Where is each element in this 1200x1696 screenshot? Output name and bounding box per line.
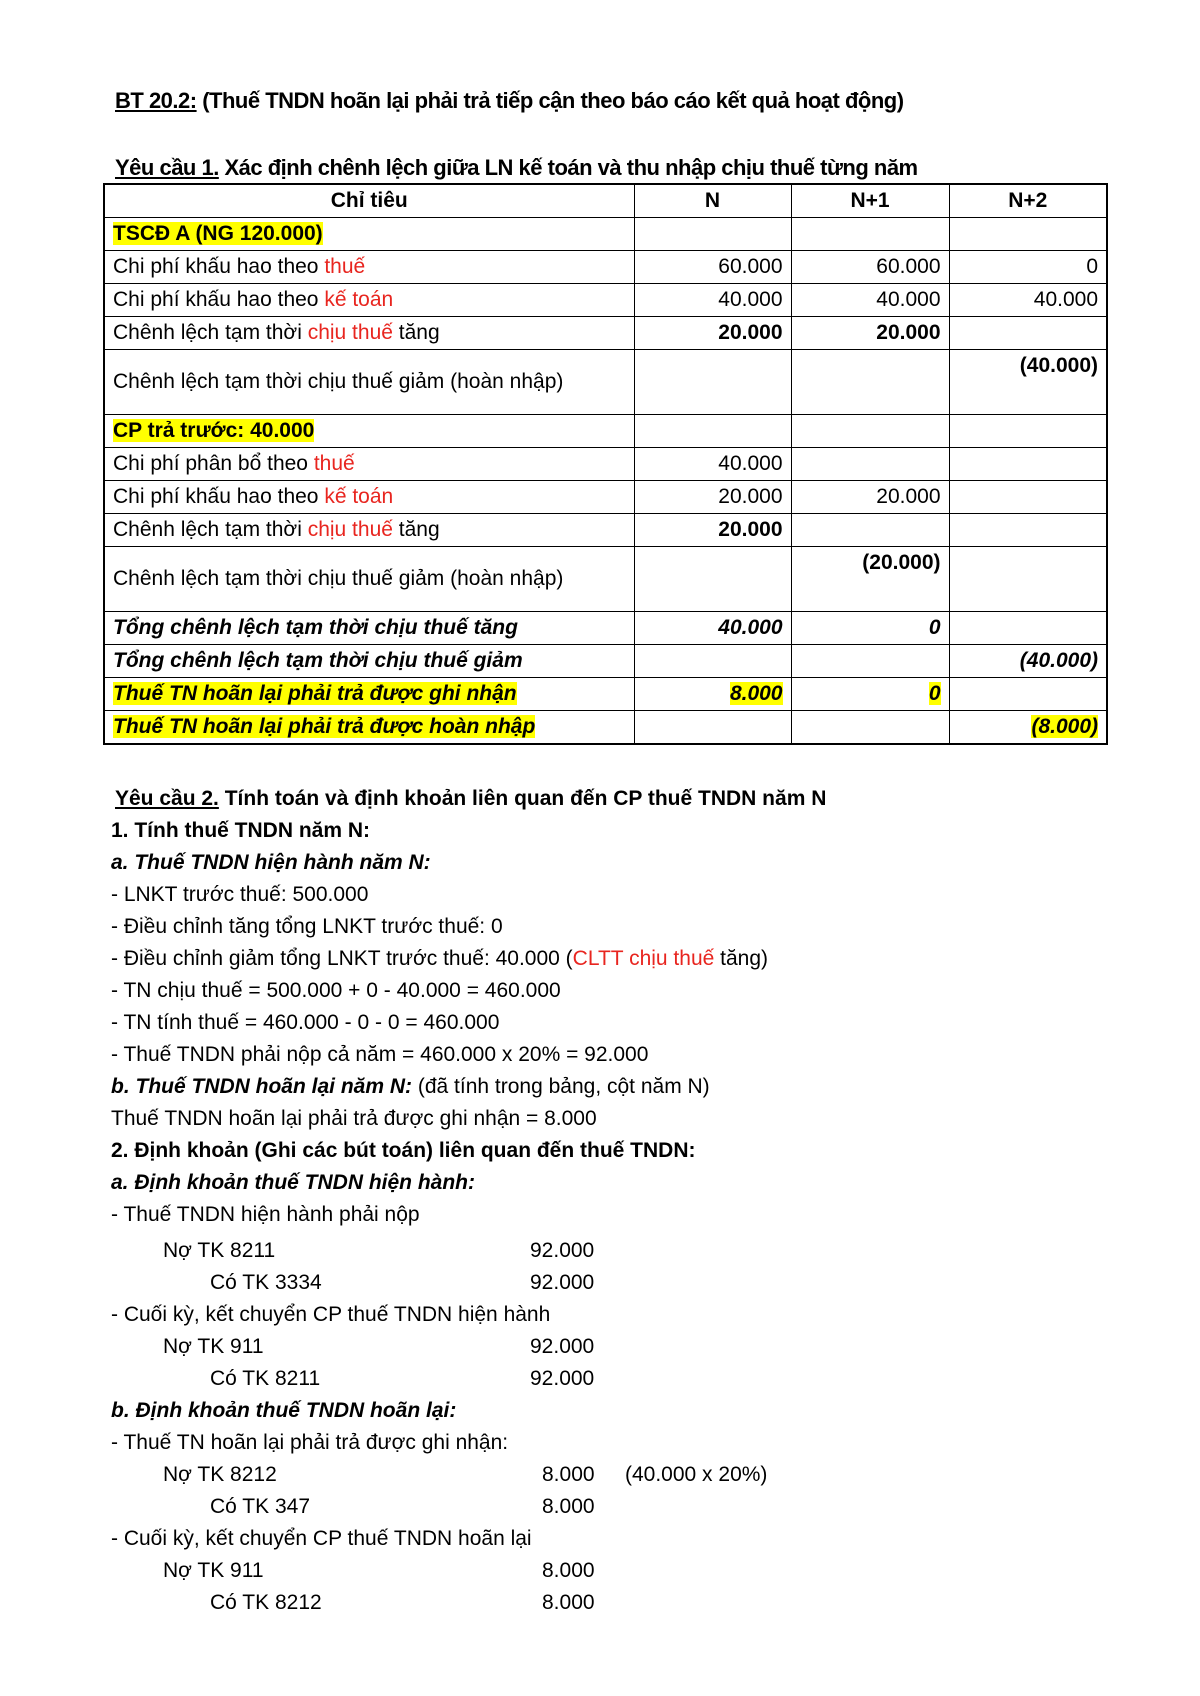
table-row [104, 448, 1107, 481]
table-row [104, 645, 1107, 678]
credit-account: Có TK 8212 [210, 1591, 322, 1614]
table-row [104, 218, 1107, 251]
debit-note: (40.000 x 20%) [625, 1463, 768, 1486]
cell-value: (8.000) [1031, 715, 1098, 738]
calc-line: Thuế TNDN hoãn lại phải trả được ghi nhận = 8.000 [111, 1107, 597, 1130]
credit-amount: 8.000 [542, 1591, 595, 1614]
section-1a-heading: a. Thuế TNDN hiện hành năm N: [111, 851, 431, 874]
table-row [104, 317, 1107, 350]
row-label: Thuế TN hoãn lại phải trả được ghi nhận [113, 682, 517, 705]
credit-account: Có TK 347 [210, 1495, 311, 1518]
cell-value [949, 547, 1107, 612]
calc-line: - Điều chỉnh giảm tổng LNKT trước thuế: 40.000 (CLTT chịu thuế tăng) [111, 947, 769, 970]
cell-value [791, 350, 949, 415]
credit-account: Có TK 8211 [210, 1367, 321, 1390]
section-1b-heading: b. Thuế TNDN hoãn lại năm N: (đã tính trong bảng, cột năm N) [111, 1075, 710, 1098]
cell-value [949, 448, 1107, 481]
debit-account: Nợ TK 8212 [163, 1463, 277, 1486]
cell-value [791, 645, 949, 678]
calc-line: - TN tính thuế = 460.000 - 0 - 0 = 460.000 [111, 1011, 500, 1034]
cell-value: 40.000 [791, 284, 949, 317]
row-label: Thuế TN hoãn lại phải trả được hoàn nhập [113, 715, 536, 738]
credit-amount: 8.000 [542, 1495, 595, 1518]
cell-value [949, 514, 1107, 547]
section-2a-heading: a. Định khoản thuế TNDN hiện hành: [111, 1171, 475, 1194]
section-2b-heading: b. Định khoản thuế TNDN hoãn lại: [111, 1399, 457, 1422]
section-2-heading: 2. Định khoản (Ghi các bút toán) liên quan đến thuế TNDN: [111, 1139, 696, 1162]
journal-description: - Cuối kỳ, kết chuyển CP thuế TNDN hoãn lại [111, 1527, 532, 1550]
cell-value: 20.000 [634, 514, 791, 547]
calc-line: - TN chịu thuế = 500.000 + 0 - 40.000 = 460.000 [111, 979, 561, 1002]
table-row [104, 678, 1107, 711]
cell-value: 40.000 [634, 284, 791, 317]
table-header-row [104, 184, 1107, 218]
table-row [104, 547, 1107, 612]
exercise-label: BT 20.2: [115, 88, 197, 113]
cell-value [949, 612, 1107, 645]
cell-value [949, 678, 1107, 711]
exercise-subtitle: (Thuế TNDN hoãn lại phải trả tiếp cận theo báo cáo kết quả hoạt động) [196, 88, 904, 113]
cell-value [634, 350, 791, 415]
header-indicator: Chỉ tiêu [104, 184, 634, 218]
table-row [104, 251, 1107, 284]
header-year-n2: N+2 [949, 184, 1107, 218]
cell-value [634, 711, 791, 745]
table-row [104, 415, 1107, 448]
row-label: Chi phí khấu hao theo thuế [104, 251, 634, 284]
cell-value: 20.000 [634, 317, 791, 350]
table-row [104, 612, 1107, 645]
cell-value: 8.000 [729, 682, 783, 705]
calc-line: - Điều chỉnh tăng tổng LNKT trước thuế: 0 [111, 915, 503, 938]
row-label: Chênh lệch tạm thời chịu thuế giảm (hoàn nhập) [104, 547, 634, 612]
requirement-1-label: Yêu cầu 1. [115, 155, 219, 180]
debit-account: Nợ TK 911 [163, 1559, 264, 1582]
credit-amount: 92.000 [530, 1271, 595, 1294]
table-row [104, 711, 1107, 745]
credit-account: Có TK 3334 [210, 1271, 322, 1294]
row-label: Tổng chênh lệch tạm thời chịu thuế giảm [104, 645, 634, 678]
row-label: Tổng chênh lệch tạm thời chịu thuế tăng [104, 612, 634, 645]
calc-line: - LNKT trước thuế: 500.000 [111, 883, 369, 906]
journal-description: - Thuế TN hoãn lại phải trả được ghi nhận: [111, 1431, 509, 1454]
cell-value [949, 481, 1107, 514]
table-row [104, 284, 1107, 317]
debit-amount: 92.000 [530, 1335, 595, 1358]
debit-account: Nợ TK 911 [163, 1335, 264, 1358]
cell-value: 40.000 [634, 448, 791, 481]
row-label: Chi phí phân bổ theo thuế [104, 448, 634, 481]
section-1-heading: 1. Tính thuế TNDN năm N: [111, 819, 370, 842]
debit-amount: 8.000 [542, 1559, 595, 1582]
section-prepaid-title: CP trả trước: 40.000 [113, 419, 315, 442]
row-label: Chênh lệch tạm thời chịu thuế giảm (hoàn nhập) [104, 350, 634, 415]
cell-value [791, 514, 949, 547]
row-label: Chi phí khấu hao theo kế toán [104, 481, 634, 514]
cell-value [949, 317, 1107, 350]
cell-value: 60.000 [634, 251, 791, 284]
cell-value: 40.000 [949, 284, 1107, 317]
cell-value [634, 547, 791, 612]
requirement-1-heading [115, 155, 918, 181]
requirement-1-text: Xác định chênh lệch giữa LN kế toán và thu nhập chịu thuế từng năm [218, 155, 918, 180]
temporary-difference-table [103, 183, 1108, 745]
debit-account: Nợ TK 8211 [163, 1239, 276, 1262]
header-year-n: N [634, 184, 791, 218]
cell-value [634, 645, 791, 678]
table-row [104, 481, 1107, 514]
journal-description: - Cuối kỳ, kết chuyển CP thuế TNDN hiện hành [111, 1303, 551, 1326]
cell-value: 20.000 [791, 481, 949, 514]
cell-value: 40.000 [634, 612, 791, 645]
cell-value: (40.000) [949, 645, 1107, 678]
cell-value: 20.000 [634, 481, 791, 514]
table-row [104, 350, 1107, 415]
header-year-n1: N+1 [791, 184, 949, 218]
row-label: Chi phí khấu hao theo kế toán [104, 284, 634, 317]
cell-value: 0 [791, 612, 949, 645]
requirement-2-heading: Yêu cầu 2. Tính toán và định khoản liên quan đến CP thuế TNDN năm N [115, 787, 827, 810]
debit-amount: 92.000 [530, 1239, 595, 1262]
row-label: Chênh lệch tạm thời chịu thuế tăng [104, 514, 634, 547]
cell-value: (20.000) [791, 547, 949, 612]
journal-description: - Thuế TNDN hiện hành phải nộp [111, 1203, 420, 1226]
section-fixed-asset-title: TSCĐ A (NG 120.000) [113, 222, 323, 245]
debit-amount: 8.000 [542, 1463, 595, 1486]
exercise-title [115, 88, 904, 114]
calc-line: - Thuế TNDN phải nộp cả năm = 460.000 x 20% = 92.000 [111, 1043, 649, 1066]
cell-value [791, 711, 949, 745]
cell-value: 0 [928, 682, 941, 705]
row-label: Chênh lệch tạm thời chịu thuế tăng [104, 317, 634, 350]
cell-value: 60.000 [791, 251, 949, 284]
cell-value: (40.000) [949, 350, 1107, 415]
credit-amount: 92.000 [530, 1367, 595, 1390]
cell-value: 0 [949, 251, 1107, 284]
cell-value [791, 448, 949, 481]
cell-value: 20.000 [791, 317, 949, 350]
table-row [104, 514, 1107, 547]
